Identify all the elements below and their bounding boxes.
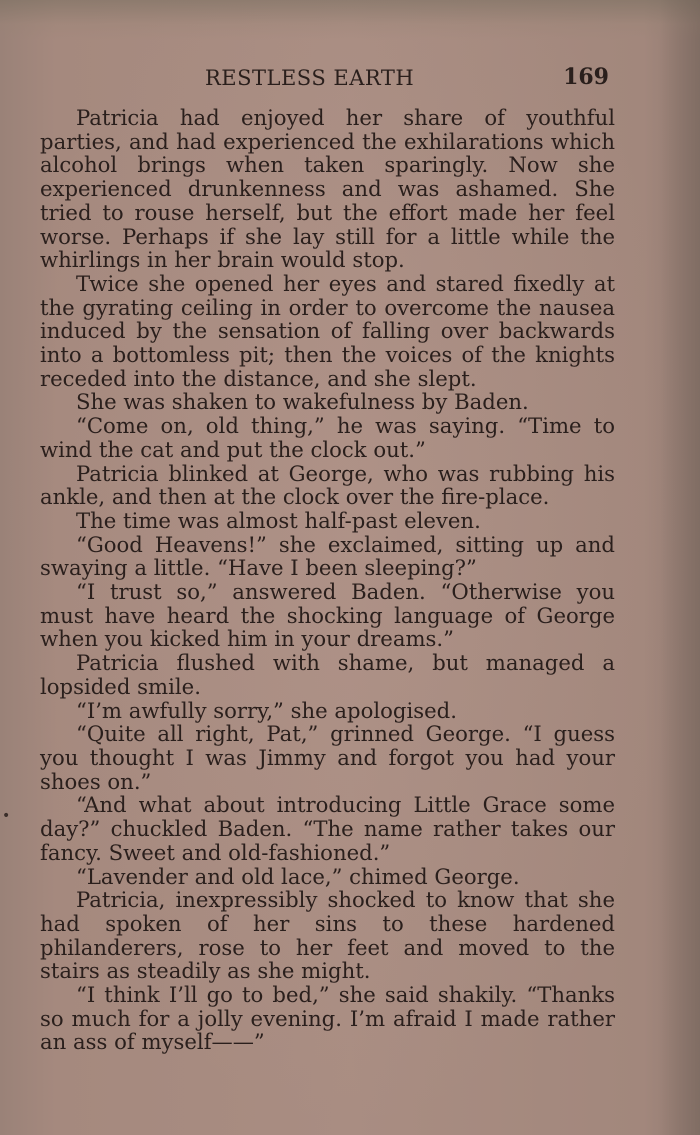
paragraph: “I think I’ll go to bed,” she said shakily. “Thanks so much for a jolly evening. I’m afraid I made rather an ass of myself——” — [40, 982, 615, 1055]
paragraph: Twice she opened her eyes and stared fixedly at the gyrating ceiling in order to overcome the nausea induced by the sensation of falling over backwards into a bottomless pit; then the voices of the knights receded into the distance, and she slept. — [40, 270, 615, 391]
paragraph: The time was almost half-past eleven. — [76, 507, 481, 533]
paragraph: Patricia, inexpressibly shocked to know that she had spoken of her sins to these hardened philanderers, rose to her feet and moved to the stairs as steadily as she might. — [40, 887, 615, 984]
paragraph: “And what about introducing Little Grace some day?” chuckled Baden. “The name rather takes our fancy. Sweet and old-fashioned.” — [40, 792, 615, 865]
paragraph: “I trust so,” answered Baden. “Otherwise you must have heard the shocking language of George when you kicked him in your dreams.” — [40, 579, 615, 652]
page-edge-top — [0, 0, 700, 40]
paragraph: “Quite all right, Pat,” grinned George. “I guess you thought I was Jimmy and forgot you had your shoes on.” — [40, 721, 615, 794]
running-head — [40, 64, 615, 96]
paragraph: Patricia blinked at George, who was rubbing his ankle, and then at the clock over the fire-place. — [40, 460, 615, 510]
page-number: 169 — [563, 64, 609, 90]
paragraph: “Good Heavens!” she exclaimed, sitting up and swaying a little. “Have I been sleeping?” — [40, 531, 615, 581]
running-head-title: RESTLESS EARTH — [205, 66, 415, 90]
paragraph: “Come on, old thing,” he was saying. “Time to wind the cat and put the clock out.” — [40, 413, 615, 462]
paragraph: “Lavender and old lace,” chimed George. — [76, 863, 520, 889]
page-edge-right — [660, 0, 700, 1135]
paragraph: Patricia flushed with shame, but managed a lopsided smile. — [40, 650, 615, 699]
paragraph: “I’m awfully sorry,” she apologised. — [76, 697, 457, 723]
paragraph: Patricia had enjoyed her share of youthful parties, and had experienced the exhilarations which alcohol brings when taken sparingly. Now she experienced drunkenness and was ashamed. She tried to rouse herself, but the effort made her feel worse. Perhaps if she lay still for a little while the whirlings in her brain would stop. — [40, 105, 615, 273]
body-text — [40, 106, 615, 1054]
paragraph: She was shaken to wakefulness by Baden. — [76, 389, 529, 415]
margin-mark: • — [2, 808, 11, 824]
